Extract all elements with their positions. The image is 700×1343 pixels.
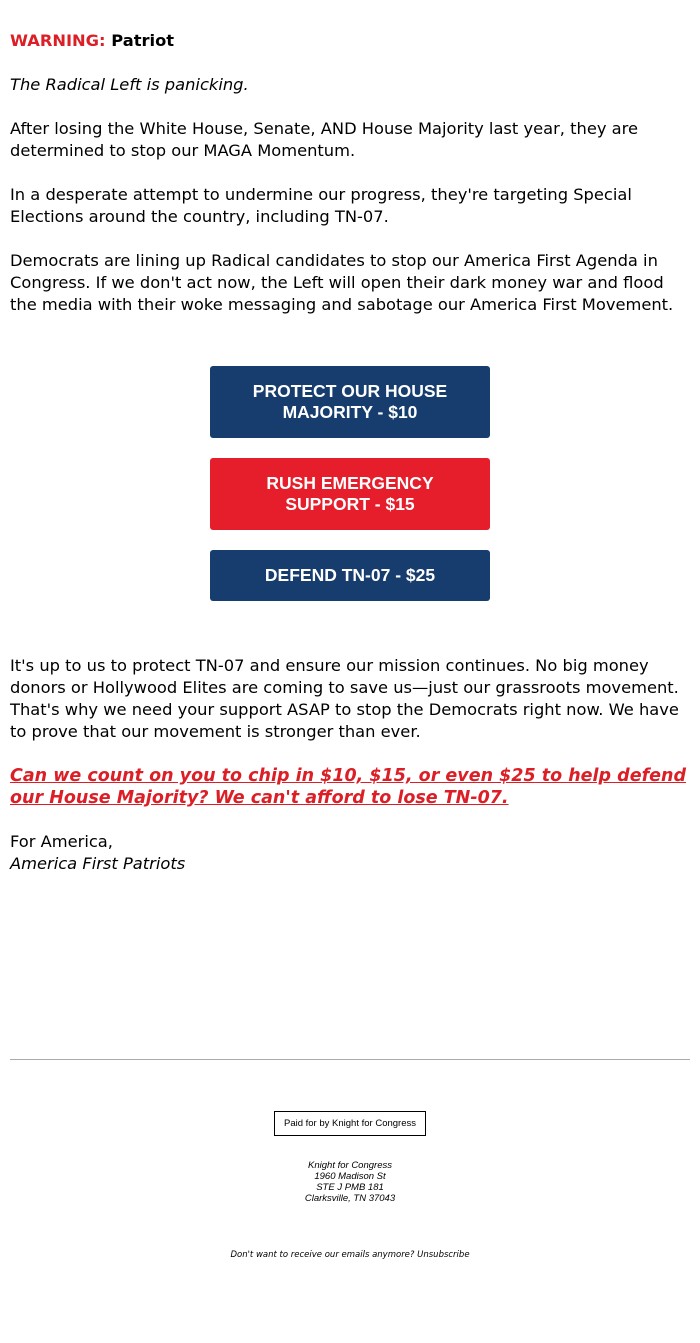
donate-cta-link[interactable]: Can we count on you to chip in $10, $15, or even $25 to help defend our House Majority? We can't afford to lose TN-07. [10,766,687,808]
address-line: 1960 Madison St [314,1171,386,1182]
footer-divider [10,1059,690,1060]
paid-for-disclaimer: Paid for by Knight for Congress [274,1111,426,1136]
greeting-name: Patriot [111,31,175,50]
body-paragraph-3: Democrats are lining up Radical candidates to stop our America First Agenda in Congress. If we don't act now, the Left will open their dark money war and flood the media with their woke messaging and sabotage our America First Movement. [10,251,674,314]
mailing-address [200,1160,500,1204]
defend-tn07-button[interactable]: DEFEND TN-07 - $25 [210,550,490,601]
body-paragraph-2: In a desperate attempt to undermine our progress, they're targeting Special Elections around the country, including TN-07. [10,185,632,226]
email-body [10,30,690,316]
intro-paragraph: The Radical Left is panicking. [10,75,249,94]
unsubscribe-link[interactable]: Unsubscribe [417,1250,470,1260]
address-line: STE J PMB 181 [316,1182,384,1193]
warning-header [10,30,690,52]
body-paragraph-1: After losing the White House, Senate, AND House Majority last year, they are determined to stop our MAGA Momentum. [10,119,638,160]
rush-emergency-support-button[interactable]: RUSH EMERGENCY SUPPORT - $15 [210,458,490,530]
unsubscribe-line [100,1249,600,1261]
email-closing [10,655,690,875]
unsubscribe-text: Don't want to receive our emails anymore? [230,1250,415,1260]
address-line: Knight for Congress [308,1160,392,1171]
address-line: Clarksville, TN 37043 [304,1193,396,1204]
signoff: For America, [10,832,113,851]
signature: America First Patriots [10,854,186,873]
closing-paragraph: It's up to us to protect TN-07 and ensure our mission continues. No big money donors or Hollywood Elites are coming to save us—just our grassroots movement. That's why we need your support ASAP to stop the Democrats right now. We have to prove that our movement is stronger than ever. [10,656,679,741]
warning-label: WARNING: [10,31,106,50]
protect-house-majority-button[interactable]: PROTECT OUR HOUSE MAJORITY - $10 [210,366,490,438]
donation-buttons [210,366,490,601]
